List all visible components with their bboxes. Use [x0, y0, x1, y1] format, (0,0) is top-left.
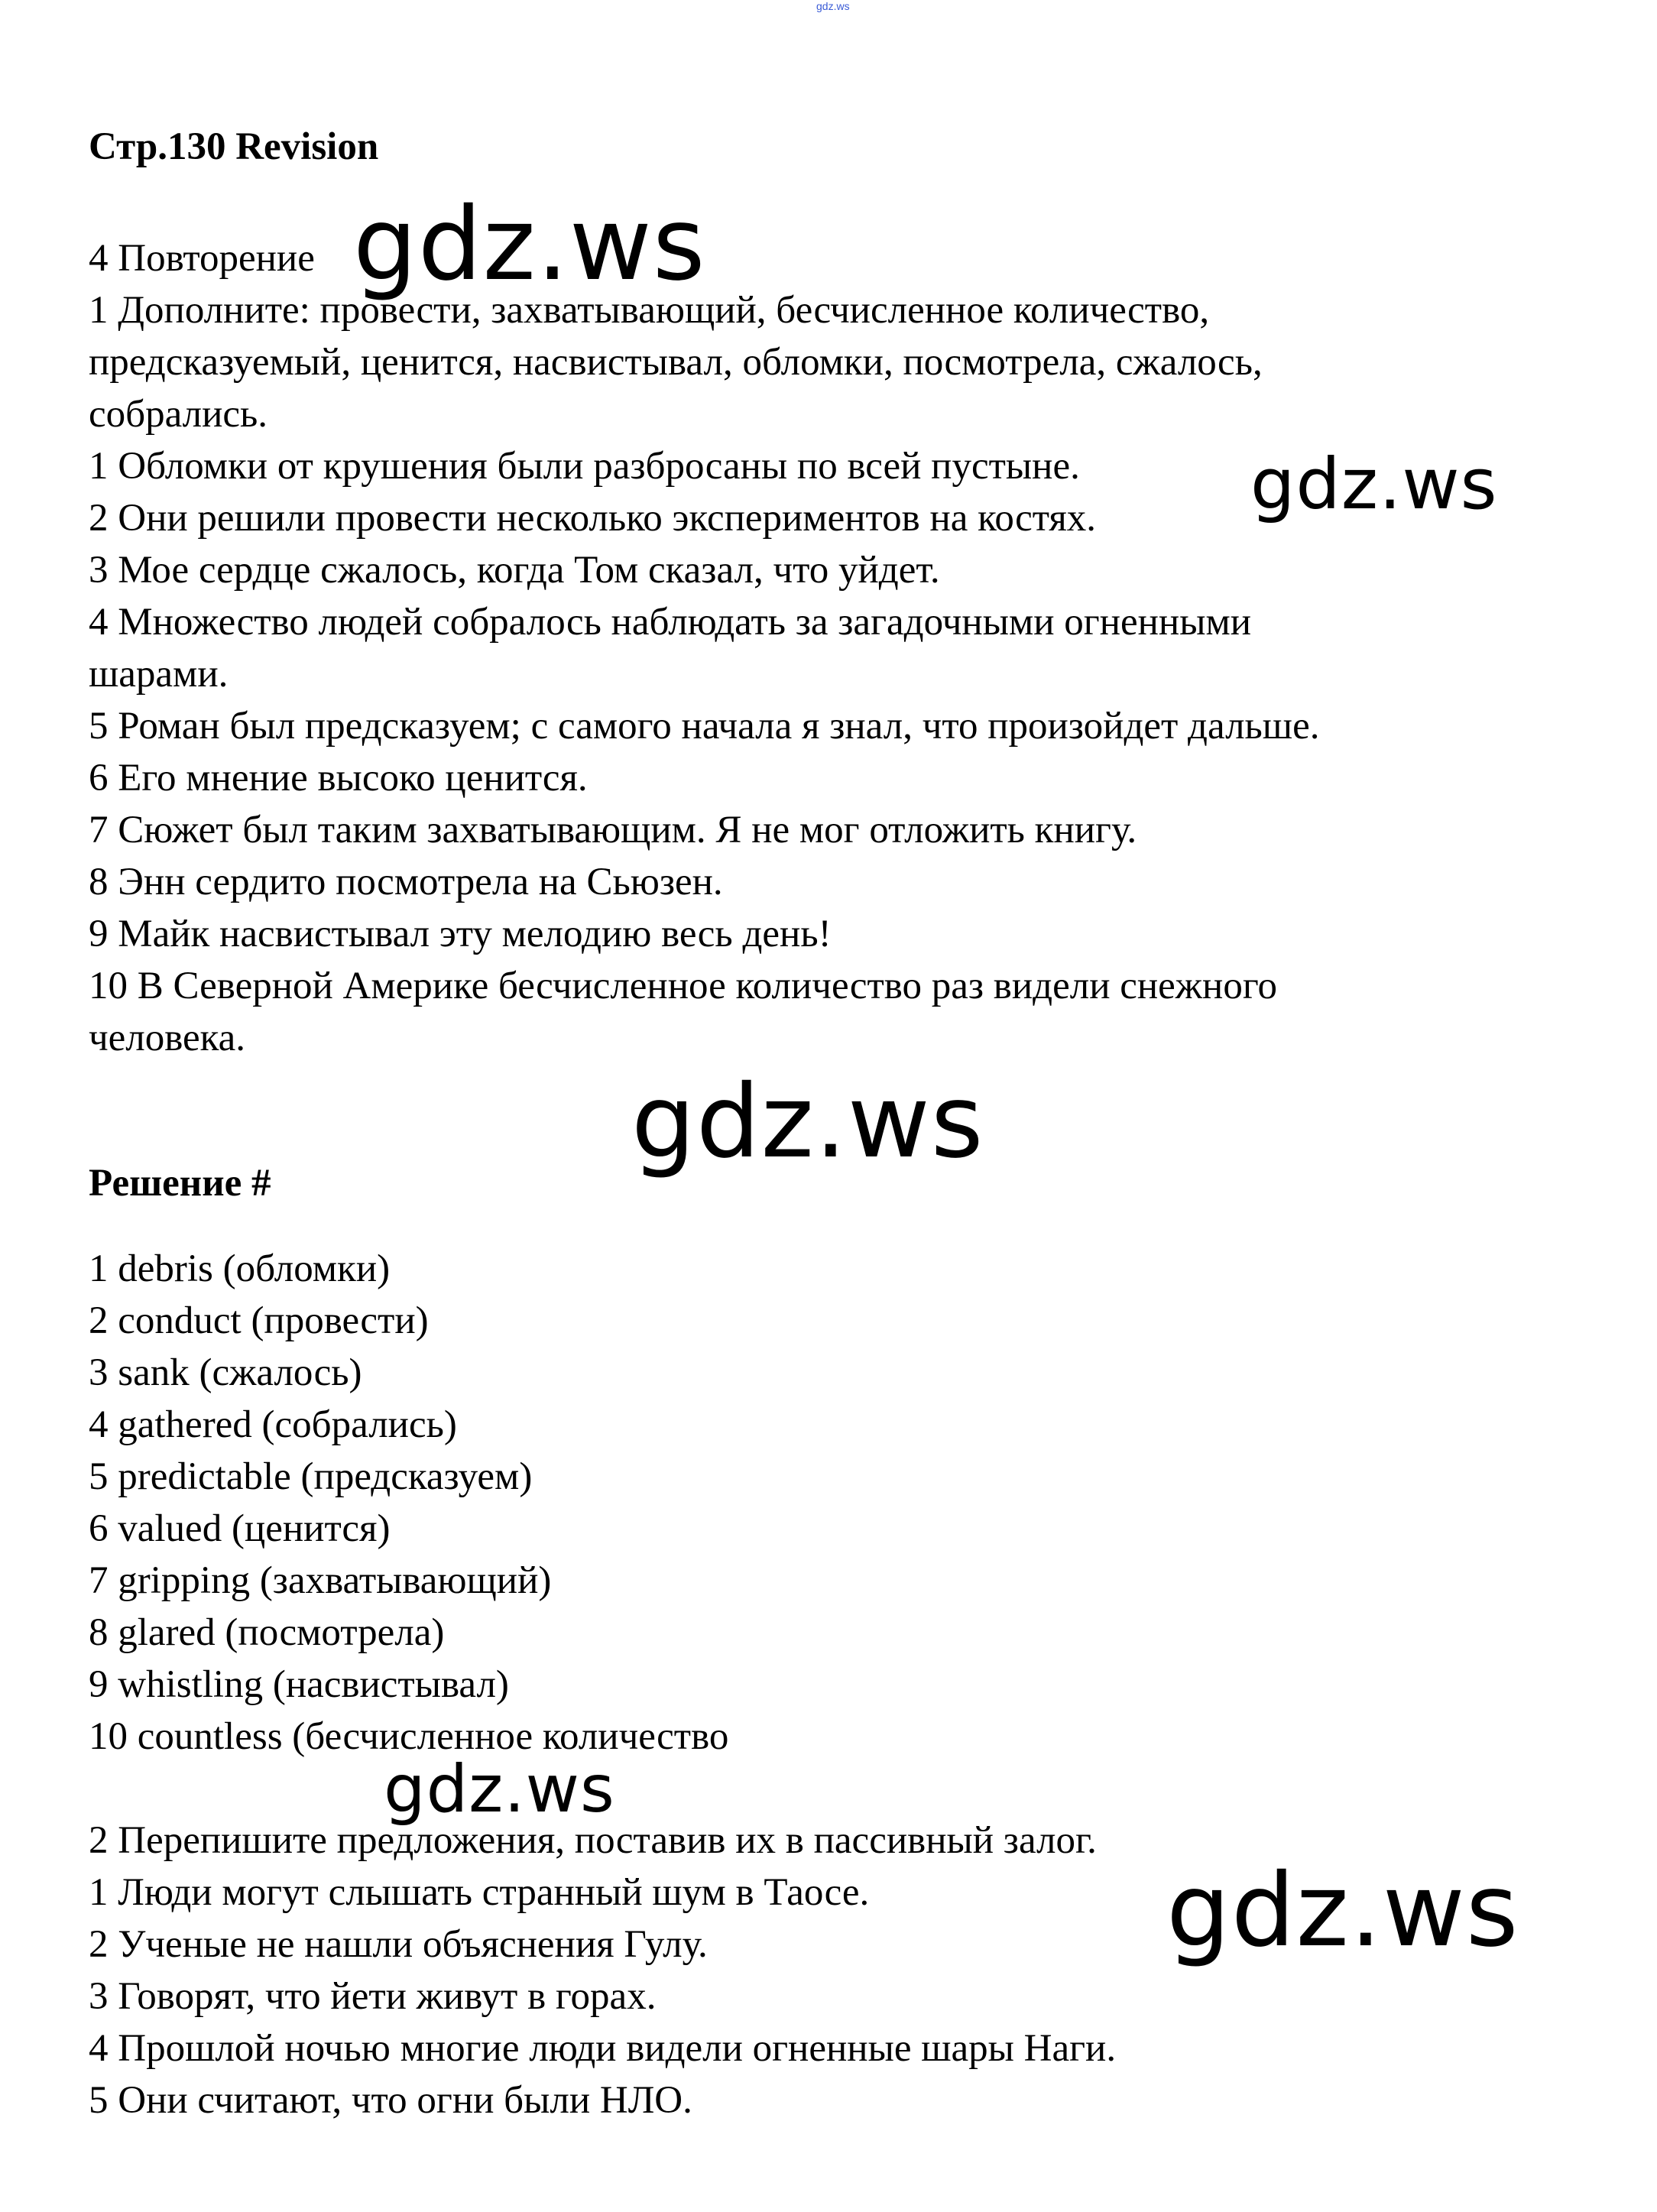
task2-sentence: 2 Ученые не нашли объяснения Гулу. [89, 1923, 708, 1966]
task1-sentence: 7 Сюжет был таким захватывающим. Я не мог отложить книгу. [89, 809, 1137, 851]
task1-sentence: 5 Роман был предсказуем; с самого начала я знал, что произойдет дальше. [89, 705, 1320, 748]
task2-sentence: 3 Говорят, что йети живут в горах. [89, 1975, 657, 2018]
task1-sentence: 6 Его мнение высоко ценится. [89, 757, 588, 799]
answer-item: 7 gripping (захватывающий) [89, 1559, 552, 1602]
answer-item: 10 countless (бесчисленное количество [89, 1715, 729, 1758]
watermark: gdz.ws [1166, 1852, 1519, 1970]
task1-instruction-line: собрались. [89, 393, 268, 436]
task1-sentence: 2 Они решили провести несколько экспериментов на костях. [89, 497, 1097, 540]
task2-sentence: 4 Прошлой ночью многие люди видели огненные шары Наги. [89, 2027, 1117, 2070]
task1-sentence: 9 Майк насвистывал эту мелодию весь день! [89, 913, 832, 955]
task1-sentence: 1 Обломки от крушения были разбросаны по всей пустыне. [89, 445, 1080, 488]
answer-item: 6 valued (ценится) [89, 1507, 391, 1550]
task1-sentence: человека. [89, 1017, 246, 1059]
watermark: gdz.ws [1250, 443, 1498, 525]
answer-item: 5 predictable (предсказуем) [89, 1455, 533, 1498]
answer-item: 3 sank (сжалось) [89, 1351, 362, 1394]
answer-item: 8 glared (посмотрела) [89, 1611, 445, 1654]
watermark: gdz.ws [353, 186, 706, 303]
watermark: gdz.ws [631, 1063, 984, 1181]
watermark: gdz.ws [384, 1751, 615, 1828]
section-heading: 4 Повторение [89, 237, 315, 280]
task1-instruction-line: 1 Дополните: провести, захватывающий, бесчисленное количество, [89, 289, 1210, 332]
answer-item: 9 whistling (насвистывал) [89, 1663, 509, 1706]
task2-sentence: 1 Люди могут слышать странный шум в Таосе. [89, 1871, 870, 1914]
task1-instruction-line: предсказуемый, ценится, насвистывал, обломки, посмотрела, сжалось, [89, 341, 1263, 384]
answer-item: 4 gathered (собрались) [89, 1403, 457, 1446]
task1-sentence: 4 Множество людей собралось наблюдать за загадочными огненными [89, 601, 1252, 644]
page-title: Стр.130 Revision [89, 125, 379, 168]
solution-heading: Решение # [89, 1162, 271, 1205]
answer-item: 2 conduct (провести) [89, 1299, 429, 1342]
task1-sentence: 10 В Северной Америке бесчисленное количество раз видели снежного [89, 965, 1277, 1007]
task2-sentence: 5 Они считают, что огни были НЛО. [89, 2079, 692, 2122]
task2-instruction: 2 Перепишите предложения, поставив их в пассивный залог. [89, 1819, 1097, 1862]
task1-sentence: 8 Энн сердито посмотрела на Сьюзен. [89, 861, 723, 903]
top-watermark: gdz.ws [816, 0, 850, 12]
task1-sentence: шарами. [89, 653, 229, 696]
task1-sentence: 3 Мое сердце сжалось, когда Том сказал, что уйдет. [89, 549, 940, 592]
answer-item: 1 debris (обломки) [89, 1247, 391, 1290]
